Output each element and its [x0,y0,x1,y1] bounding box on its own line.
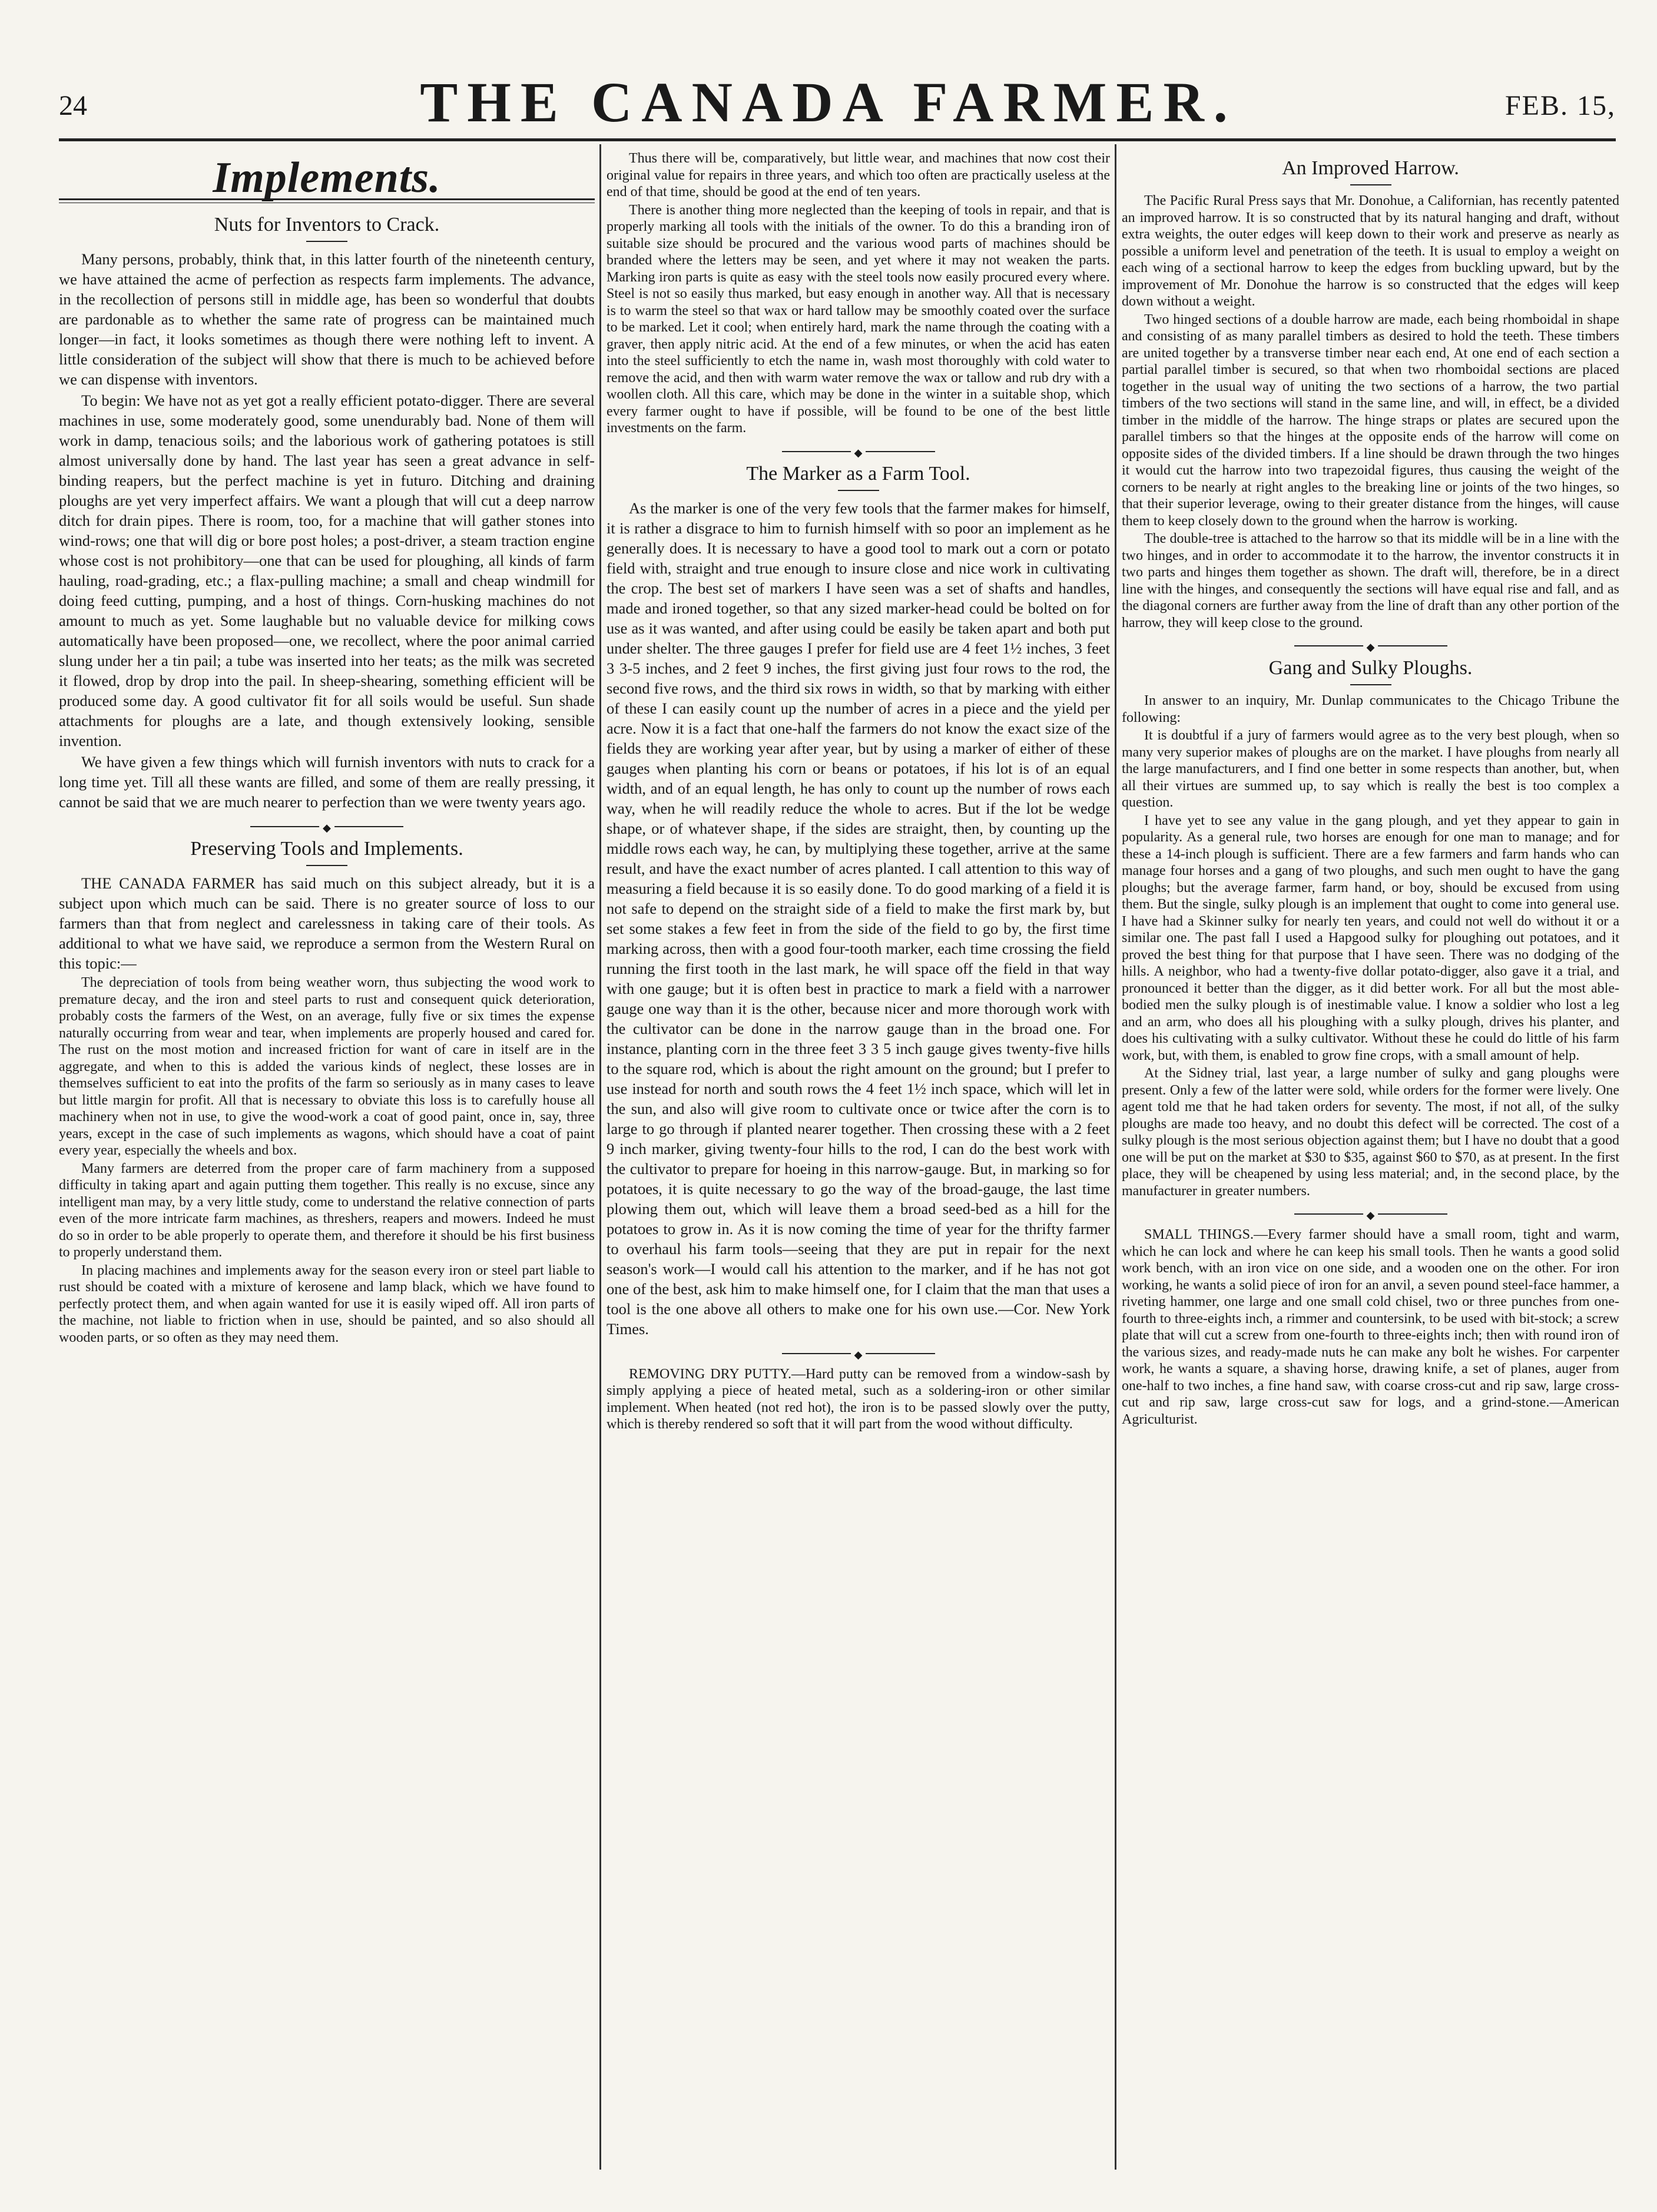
paragraph: To begin: We have not as yet got a really efficient potato-digger. There are several machines in use, some moderately good, some unendurably bad. None of them will work in damp, tenacious soils; and the laborious work of gathering potatoes is still almost universally done by hand. The last year has seen a great advance in self-binding reapers, but the perfect machine is yet in futuro. Ditching and draining ploughs are yet very imperfect affairs. We want a plough that will cut a deep narrow ditch for drain pipes. There is room, too, for a machine that will gather stones into wind-rows; one that will dig or bore post holes; a post-driver, a steam traction engine whose cost is not prohibitory—one that can be used for ploughing, all kinds of farm hauling, road-grading, etc.; a flax-pulling machine; a small and cheap windmill for doing feed cutting, pumping, and a host of things. Corn-husking machines do not amount to much as yet. Some laughable but no valuable device for milking cows automatically have been proposed—one, we recollect, where the poor animal carried slung under her a tin pail; a tube was inserted into her teats; as the milk was secreted it flowed, drop by drop into the pail. In sheep-shearing, something efficient will be produced some day. A good cultivator fit for all soils would be useful. Sun shade attachments for ploughs are a late, and though extensively looking, sensible invention. [59,392,595,750]
article-body [1122,193,1619,631]
title-rule [838,490,879,491]
note [1122,1226,1619,1428]
quoted-text [607,150,1110,437]
paragraph: As the marker is one of the very few tools that the farmer makes for himself, it is rather a disgrace to him to furnish himself with so poor an implement as he generally does. It is necessary to have a good tool to mark out a corn or potato field with, straight and true enough to insure close and nice work in cultivating the crop. The best set of markers I have seen was a set of shafts and handles, made and ironed together, so that any sized marker-head could be bolted on for use as it was wanted, and after using could be easily be taken apart and both put under shelter. The three gauges I prefer for field use are 4 feet 1½ inches, 3 feet 3 3-5 inches, and 2 feet 9 inches, the first giving just four rows to the rod, the second five rows, and the third six rows in width, so that by marking with either of these I can easily count up the number of acres in a piece and the yield per acre. Now it is a fact that one-half the farmers do not know the exact size of the fields they are working year after year, but by using a marker of either of these gauges when planting his corn or beans or potatoes, if his lot is of an equal width, and of an equal length, he has only to count up the number of rows each way, when he will readily reduce the whole to acres. But if the lot be wedge shape, or of whatever shape, if the sides are straight, then, by counting up the middle rows each way, he can, by multiplying these together, arrive at the same result, and have the exact number of acres planted. I call attention to this way of measuring a field because it is so easily done. To do good marking of a field it is not safe to depend on the straight side of a field to make the first mark by, but set some stakes a few feet in from the side of the field to go by, the first time marking across, then with a good four-tooth marker, each time crossing the field running the first tooth in the last mark, he will space off the field in that way with one gauge; but it is often best in practice to mark a field with a narrower gauge one way than it is the other, because nicer and more thorough work with the cultivator can be done in the narrow gauge than in the broad one. For instance, planting corn in the three feet 3 3 5 inch gauge gives twenty-five hills to the square rod, which is about the right amount on the ground; but I prefer to use instead for north and south rows the 4 feet 1½ inch space, which will let in the sun, and also will give room to cultivate once or twice after the corn is to large to go through if planted nearer together. Then crossing these with a 2 feet 9 inch marker, giving twenty-four hills to the rod, I can do the best work with the cultivator to prepare for hoeing in this narrow-gauge. But, in marking so for potatoes, it is quite necessary to go the way of the broad-gauge, the last time plowing them out, which will leave them a broad seed-bed as a hill for the potatoes to grow in. As it is now coming the time of year for the thrifty farmer to overhaul his farm tools—seeing that they are put in repair for the next season's work—I would call his attention to the marker, and if he has not got one of the best, ask him to make himself one, for I claim that the man that uses a tool is the one above all others to make one for his own use.—Cor. New York Times. [607,499,1110,1338]
paragraph: The depreciation of tools from being weather worn, thus subjecting the wood work to premature decay, and the iron and steel parts to rust and consequent quick deterioration, probably costs the farmers of the West, on an average, fully five or six times the expense naturally occurring from wear and tear, when implements are properly housed and cared for. The rust on the most motion and increased friction for want of care in itself are in the aggregate, and when to this is added the various kinds of neglect, these losses are in themselves sufficient to eat into the profits of the farm so seriously as in many cases to leave but little margin for profit. All that is necessary to obviate this loss is to carefully house all machinery when not in use, to give the wood-work a coat of good paint, once in, say, three years, except in the case of such implements as wagons, which should have a coat of paint every year, especially the wheels and box. [59,975,595,1158]
ornament-rule [782,1353,935,1354]
paragraph: In answer to an inquiry, Mr. Dunlap communicates to the Chicago Tribune the following: [1122,693,1619,725]
paragraph: There is another thing more neglected than the keeping of tools in repair, and that is properly marking all tools with the initials of the owner. To do this a branding iron of suitable size should be procured and the various wood parts of machines should be branded where the letters may be seen, and yet where it may not weaken the parts. Marking iron parts is quite as easy with the steel tools now easily procured every where. Steel is not so easily thus marked, but easy enough in another way. All that is necessary is to warm the steel so that wax or hard tallow may be smoothly coated over the surface to be marked. Let it cool; when entirely hard, mark the name through the coating with a graver, then apply nitric acid. At the end of a few minutes, or when the acid has eaten into the steel sufficiently to etch the name in, wash most thoroughly with cold water to remove the acid, and then with warm water remove the wax or tallow and rub dry with a woollen cloth. All this care, which may be done in the winter in a suitable shop, which every farmer ought to have if possible, will be found to be one of the best little investments on the farm. [607,202,1110,436]
paragraph: THE CANADA FARMER has said much on this subject already, but it is a subject upon which much can be said. There is no greater source of loss to our farmers than that from neglect and carelessness in taking care of their tools. As additional to what we have said, we reproduce a sermon from the Western Rural on this topic:— [59,874,595,972]
article-body [1122,692,1619,1199]
article-title: Nuts for Inventors to Crack. [214,214,440,236]
paragraph: Many persons, probably, think that, in this latter fourth of the nineteenth century, we have attained the acme of perfection as respects farm implements. The advance, in the recollection of persons still in middle age, has been so wonderful that doubts are pardonable as to whether the same rate of progress can be maintained much longer—in fact, it looks sometimes as though there were nothing left to invent. A little consideration of the subject will show that there is much to be achieved before we can dispense with inventors. [59,250,595,388]
paragraph: Many farmers are deterred from the proper care of farm machinery from a supposed difficulty in taking apart and again putting them together. This really is no excuse, since any intelligent man may, by a very little study, come to understand the relative connection of parts even of the more intricate farm machines, as threshers, reapers and mowers. Indeed he must do so in order to be able properly to operate them, and therefore it should be his first business to properly understand them. [59,1160,595,1260]
paragraph: REMOVING DRY PUTTY.—Hard putty can be removed from a window-sash by simply applying a piece of heated metal, such as a soldering-iron or other similar implement. When heated (not red hot), the iron is to be passed slowly over the putty, which is thereby rendered so soft that it will part from the wood without difficulty. [607,1366,1110,1432]
paragraph: SMALL THINGS.—Every farmer should have a small room, tight and warm, which he can lock and where he can keep his small tools. Then he wants a good solid work bench, with an iron vice on one side, and a wooden one on the other. For iron working, he wants a solid piece of iron for an anvil, a seven pound steel-face hammer, a riveting hammer, one large and one small cold chisel, two or three punches from one-fourth to three-eights inch, a rimmer and countersink, to be used with bit-stock; a screw plate that will cut a screw from one-fourth to three-eights inch; then with round iron of the various sizes, and ready-made nuts he can make any bolt he wishes. For carpenter work, he wants a square, a shaving horse, drawing knife, a set of planes, auger from one-half to two inches, a fine hand saw, with coarse cross-cut and rip saw, large cross-cut and rip saw, large cross-cut saw for logs, and a grind-stone.—American Agriculturist. [1122,1227,1619,1427]
paragraph: Two hinged sections of a double harrow are made, each being rhomboidal in shape and consisting of as many parallel timbers as desired to hold the teeth. These timbers are united together by a transverse timber near each end, At one end of each section a partial parallel timber is secured, so that when two rhomboidal sections are placed together in the usual way of uniting the two sections of a harrow, the two partial timbers of the two sections will stand in the same line, and will, in effect, be a divided timber in the middle of the harrow. The hinge straps or plates are secured upon the parallel timbers so that the hinges at the opposite ends of the harrow will come on opposite sides of the divided timbers. If a line should be drawn through the two hinges it would cut the harrow into two trapezoidal figures, thus causing the weight of the corners to be nearly at right angles to the breaking line or joints of the two hinges, so that their superior leverage, owing to their greater distance from the hinges, will cause them to keep closely down to the ground when the harrow is working. [1122,311,1619,529]
column-divider [1115,144,1116,2170]
article-title: An Improved Harrow. [1282,157,1459,179]
ornament-rule [782,451,935,452]
paragraph: The double-tree is attached to the harrow so that its middle will be in a line with the two hinges, and in order to accommodate it to the harrow, the inventor constructs it in two parts and hinges them together as shown. The draft will, therefore, be in a direct line with the hinges, and consequently the sections will have equal rise and fall, and as the diagonal corners are further away from the line of draft than any other portion of the harrow, they will keep close to the ground. [1122,531,1619,631]
title-rule [1350,684,1391,685]
page-number: 24 [59,90,87,121]
ornament-rule [250,826,403,827]
column-3 [1122,150,1619,2170]
note [607,1366,1110,1433]
paragraph: It is doubtful if a jury of farmers would agree as to the very best plough, when so many very superior makes of ploughs are on the market. I have ploughs from nearly all the large manufacturers, and I find one better in some respects than another, but, when all their virtues are summed up, to say which is really the best is too complex a question. [1122,728,1619,810]
title-rule [1350,184,1391,185]
paragraph: In placing machines and implements away for the season every iron or steel part liable to rust should be coated with a mixture of kerosene and lamp black, which we have found to perfectly protect them, and when again wanted for use it is easily wiped off. All iron parts of the machine, not liable to friction when in use, should be painted, and so also should all wooden parts, or so often as they may need them. [59,1262,595,1345]
column-1 [59,150,595,2170]
paragraph: At the Sidney trial, last year, a large number of sulky and gang ploughs were present. Only a few of the latter were sold, while orders for the former were lively. One agent told me that he had taken orders for seventy. The most, if not all, of the sulky ploughs are made too heavy, and no doubt this defect will be corrected. The cost of a sulky plough is the most serious objection against them; but I have no doubt that a good one will be put on the market at $30 to $35, against $60 to $70, as at present. In the first place, they will be cheapened by using less material; and, in the second place, by the manufacturer in greater numbers. [1122,1066,1619,1199]
article-title: Gang and Sulky Ploughs. [1268,657,1473,679]
title-rule [306,241,347,242]
issue-date: FEB. 15, [1504,90,1616,121]
quoted-text [59,974,595,1346]
column-divider [599,144,601,2170]
paragraph: I have yet to see any value in the gang plough, and yet they appear to gain in popularity. As a general rule, two horses are enough for one man to manage; and for these a 14-inch plough is sufficient. There are a few farmers and farm hands who can manage four horses and a gang of two ploughs, and such men ought to have the gang ploughs; but the average farmer, farm hand, or boy, should be excused from using them. But the single, sulky plough is an implement that ought to come into general use. I have had a Skinner sulky for nearly ten years, and could not well do without it or a similar one. The past fall I used a Hapgood sulky for ploughing out potatoes, and it proved the best thing for that purpose that I have seen. There was no dodging of the hills. A neighbor, who had a twenty-five dollar potato-digger, also gave it a trial, and pronounced it better than the digger, as it did better work. For all but the most able-bodied men the sulky plough is of inestimable value. I know a soldier who lost a leg and an arm, who does all his ploughing with a sulky plough, drives his planter, and does his cultivating with a sulky cultivator. Without these he could do little of his farm work, but, with them, is enabled to grow fine crops, with a small amount of help. [1122,812,1619,1063]
paper-title: THE CANADA FARMER. [420,71,1237,134]
ornament-rule [1294,645,1447,646]
header-rule [59,138,1616,141]
article-title: Preserving Tools and Implements. [190,838,463,860]
title-rule [306,865,347,866]
paragraph: The Pacific Rural Press says that Mr. Donohue, a Californian, has recently patented an improved harrow. It is so constructed that by its natural hanging and draft, without extra weights, the outer edges will keep down to their work and preserve as nearly as possible a uniform level and penetration of the teeth. It is usual to employ a weight on each wing of a sectional harrow to keep the edges from buckling upward, but by the improvement of Mr. Donohue the harrow is so constructed that the edges will keep down without a weight. [1122,193,1619,309]
department-heading: Implements. [213,154,441,202]
article-title: The Marker as a Farm Tool. [746,462,970,485]
column-2 [607,150,1110,2170]
paragraph: We have given a few things which will furnish inventors with nuts to crack for a long time yet. Till all these wants are filled, and some of them are really pressing, it cannot be said that we are much nearer to perfection than we were twenty years ago. [59,753,595,811]
ornament-rule [1294,1213,1447,1215]
paragraph: Thus there will be, comparatively, but little wear, and machines that now cost their original value for repairs in three years, and which too often are practically useless at the end of that time, should be good at the end of ten years. [607,151,1110,200]
